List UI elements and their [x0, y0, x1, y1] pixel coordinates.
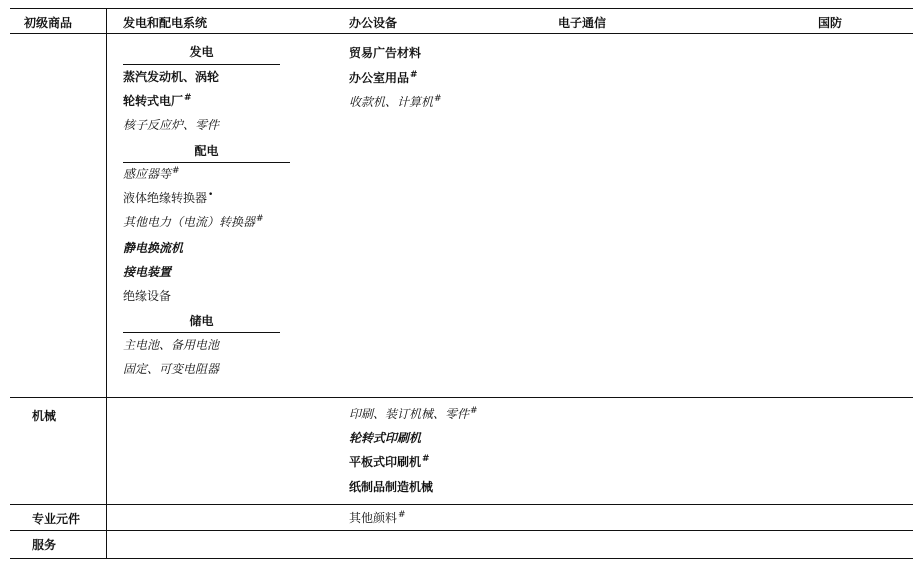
- section-distribution: 配电: [194, 144, 219, 158]
- item-other-converter: 其他电力（电流）转换器#: [123, 214, 264, 229]
- item-static-converter: 静电换流机: [123, 241, 184, 255]
- item-nuclear: 核子反应炉、零件: [123, 118, 220, 132]
- item-cash-register: 收款机、计算机#: [349, 94, 442, 109]
- item-flatbed-press: 平板式印刷机#: [349, 454, 430, 469]
- item-rotary-press: 轮转式印刷机: [349, 431, 422, 445]
- header-electronics: 电子通信: [558, 16, 607, 30]
- item-rotary-plant: 轮转式电厂#: [123, 93, 192, 108]
- row-machinery: 机械: [32, 409, 57, 423]
- section-distribution-rule: [123, 162, 290, 163]
- item-inductor: 感应器等#: [123, 166, 180, 181]
- row-divider-components: [10, 504, 913, 505]
- top-border: [10, 8, 913, 9]
- item-office-supplies: 办公室用品#: [349, 70, 418, 85]
- row-divider-services: [10, 530, 913, 531]
- header-defense: 国防: [818, 16, 843, 30]
- header-divider: [10, 33, 913, 34]
- item-main-battery: 主电池、备用电池: [123, 338, 220, 352]
- section-generation-rule: [123, 64, 280, 65]
- header-office: 办公设备: [349, 16, 398, 30]
- item-liquid-transformer: 液体绝缘转换器•: [123, 190, 214, 205]
- section-generation: 发电: [189, 45, 214, 59]
- header-power: 发电和配电系统: [123, 16, 208, 30]
- item-connector: 接电装置: [123, 265, 172, 279]
- row-components: 专业元件: [32, 512, 81, 526]
- item-resistor: 固定、可变电阻器: [123, 362, 220, 376]
- column-divider: [106, 8, 107, 559]
- item-trade-ad: 贸易广告材料: [349, 46, 422, 60]
- section-storage: 储电: [189, 314, 214, 328]
- item-insulation: 绝缘设备: [123, 289, 172, 303]
- bottom-border: [10, 558, 913, 559]
- item-pigments: 其他颜料#: [349, 510, 406, 525]
- item-steam-engine: 蒸汽发动机、涡轮: [123, 70, 220, 84]
- section-storage-rule: [123, 332, 280, 333]
- row-divider-machinery: [10, 397, 913, 398]
- header-commodity: 初级商品: [24, 16, 73, 30]
- item-printing: 印刷、装订机械、零件#: [349, 406, 478, 421]
- item-paper-machine: 纸制品制造机械: [349, 480, 434, 494]
- row-services: 服务: [32, 538, 57, 552]
